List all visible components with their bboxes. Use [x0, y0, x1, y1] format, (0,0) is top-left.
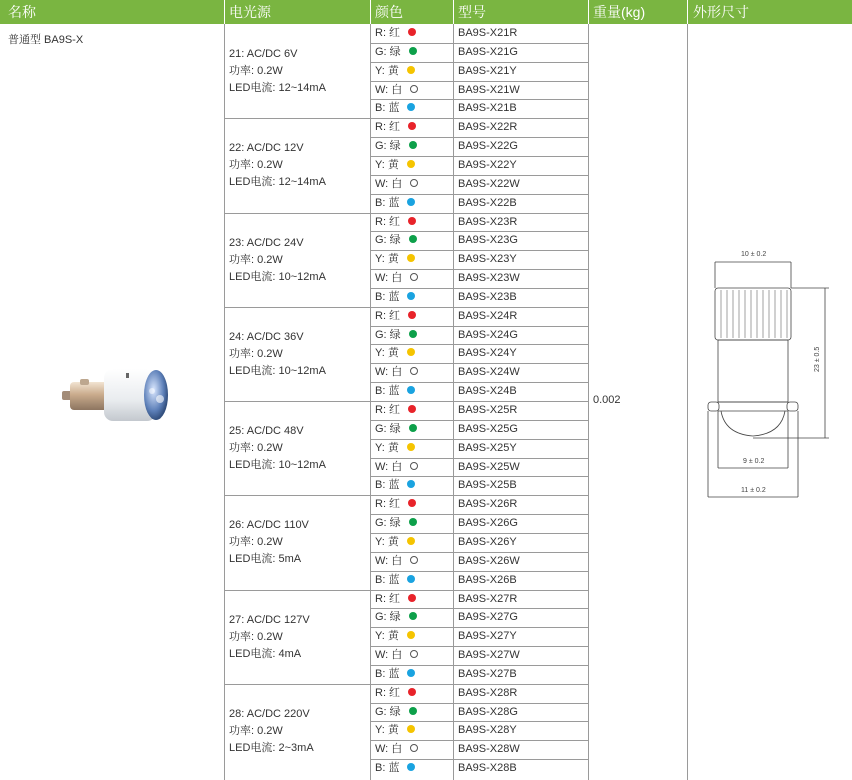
color-cell [375, 307, 416, 326]
column-divider [224, 24, 225, 780]
source-current: LED电流: 10~12mA [229, 270, 326, 283]
header-color: 颜色 [375, 4, 403, 20]
color-cell [375, 476, 415, 495]
source-power: 功率: 0.2W [229, 536, 283, 549]
color-dot-icon [410, 367, 418, 375]
model-cell: BA9S-X26B [458, 574, 517, 586]
color-cell [375, 326, 417, 345]
source-current: LED电流: 2~3mA [229, 741, 314, 754]
color-label: B: 蓝 [375, 197, 400, 209]
source-power: 功率: 0.2W [229, 630, 283, 643]
color-cell [375, 288, 415, 307]
source-current: LED电流: 12~14mA [229, 176, 326, 189]
header-divider [224, 0, 225, 24]
color-dot-icon [410, 462, 418, 470]
color-dot-icon [407, 443, 415, 451]
color-label: Y: 黄 [375, 536, 399, 548]
model-cell: BA9S-X23R [458, 216, 518, 228]
model-cell: BA9S-X25W [458, 461, 520, 473]
color-label: Y: 黄 [375, 253, 399, 265]
color-dot-icon [407, 631, 415, 639]
color-label: B: 蓝 [375, 291, 400, 303]
color-cell [375, 439, 415, 458]
color-label: G: 绿 [375, 423, 401, 435]
model-cell: BA9S-X23B [458, 291, 517, 303]
color-cell [375, 24, 416, 43]
color-label: W: 白 [375, 366, 403, 378]
color-dot-icon [409, 707, 417, 715]
color-label: W: 白 [375, 178, 403, 190]
model-cell: BA9S-X27R [458, 593, 518, 605]
color-dot-icon [407, 198, 415, 206]
model-cell: BA9S-X23G [458, 234, 518, 246]
source-voltage: 26: AC/DC 110V [229, 519, 309, 532]
color-dot-icon [409, 424, 417, 432]
color-label: G: 绿 [375, 46, 401, 58]
color-cell [375, 382, 415, 401]
color-dot-icon [407, 725, 415, 733]
source-voltage: 21: AC/DC 6V [229, 48, 298, 61]
color-label: B: 蓝 [375, 479, 400, 491]
dim-outer-width: 11 ± 0.2 [741, 487, 766, 494]
color-label: G: 绿 [375, 234, 401, 246]
color-cell [375, 231, 417, 250]
model-cell: BA9S-X28W [458, 743, 520, 755]
color-cell [375, 740, 418, 759]
model-cell: BA9S-X24G [458, 329, 518, 341]
model-cell: BA9S-X28G [458, 706, 518, 718]
color-cell [375, 590, 416, 609]
color-dot-icon [407, 292, 415, 300]
color-cell [375, 759, 415, 778]
color-dot-icon [408, 311, 416, 319]
source-group [229, 517, 309, 568]
model-cell: BA9S-X26Y [458, 536, 517, 548]
color-dot-icon [409, 612, 417, 620]
model-cell: BA9S-X21Y [458, 65, 517, 77]
color-label: B: 蓝 [375, 762, 400, 774]
source-group [229, 329, 326, 380]
source-voltage: 22: AC/DC 12V [229, 142, 304, 155]
model-cell: BA9S-X26G [458, 517, 518, 529]
color-cell [375, 458, 418, 477]
dim-height: 23 ± 0.5 [814, 346, 821, 372]
color-dot-icon [409, 141, 417, 149]
color-label: Y: 黄 [375, 724, 399, 736]
source-group [229, 706, 314, 757]
source-current: LED电流: 10~12mA [229, 459, 326, 472]
color-label: R: 红 [375, 216, 401, 228]
color-label: B: 蓝 [375, 668, 400, 680]
color-cell [375, 514, 417, 533]
model-cell: BA9S-X22Y [458, 159, 517, 171]
dim-inner-width: 9 ± 0.2 [743, 458, 765, 465]
model-cell: BA9S-X23W [458, 272, 520, 284]
color-dot-icon [410, 179, 418, 187]
color-cell [375, 363, 418, 382]
color-dot-icon [408, 688, 416, 696]
product-name: 普通型 BA9S-X [8, 34, 84, 46]
color-cell [375, 401, 416, 420]
model-cell: BA9S-X21W [458, 84, 520, 96]
led-bulb-photo-icon [60, 365, 180, 427]
header-model: 型号 [458, 4, 486, 20]
color-cell [375, 156, 415, 175]
source-group [229, 46, 326, 97]
model-cell: BA9S-X27Y [458, 630, 517, 642]
header-name: 名称 [8, 4, 36, 20]
source-current: LED电流: 4mA [229, 647, 302, 660]
source-power: 功率: 0.2W [229, 159, 283, 172]
model-cell: BA9S-X26W [458, 555, 520, 567]
color-label: Y: 黄 [375, 442, 399, 454]
source-current: LED电流: 12~14mA [229, 82, 326, 95]
model-cell: BA9S-X23Y [458, 253, 517, 265]
header-divider [453, 0, 454, 24]
color-dot-icon [407, 386, 415, 394]
color-cell [375, 194, 415, 213]
source-group [229, 140, 326, 191]
model-cell: BA9S-X22R [458, 121, 518, 133]
model-cell: BA9S-X28R [458, 687, 518, 699]
dimension-drawing-icon [705, 240, 835, 505]
model-cell: BA9S-X22W [458, 178, 520, 190]
color-cell [375, 175, 418, 194]
source-power: 功率: 0.2W [229, 253, 283, 266]
color-label: W: 白 [375, 555, 403, 567]
dim-top-width: 10 ± 0.2 [741, 251, 767, 258]
color-label: G: 绿 [375, 329, 401, 341]
color-label: R: 红 [375, 593, 401, 605]
color-label: R: 红 [375, 687, 401, 699]
color-dot-icon [407, 254, 415, 262]
source-voltage: 27: AC/DC 127V [229, 613, 310, 626]
color-label: R: 红 [375, 310, 401, 322]
color-cell [375, 665, 415, 684]
color-cell [375, 627, 415, 646]
color-dot-icon [408, 594, 416, 602]
color-cell [375, 646, 418, 665]
color-cell [375, 703, 417, 722]
model-cell: BA9S-X22B [458, 197, 517, 209]
color-dot-icon [407, 66, 415, 74]
model-cell: BA9S-X28Y [458, 724, 517, 736]
model-cell: BA9S-X24B [458, 385, 517, 397]
model-cell: BA9S-X27W [458, 649, 520, 661]
color-label: G: 绿 [375, 611, 401, 623]
source-power: 功率: 0.2W [229, 65, 283, 78]
model-cell: BA9S-X25R [458, 404, 518, 416]
model-cell: BA9S-X27G [458, 611, 518, 623]
table-header [0, 0, 852, 24]
color-cell [375, 62, 415, 81]
color-cell [375, 99, 415, 118]
model-cell: BA9S-X25B [458, 479, 517, 491]
color-label: Y: 黄 [375, 347, 399, 359]
color-cell [375, 420, 417, 439]
source-group [229, 423, 326, 474]
product-weight: 0.002 [593, 394, 621, 406]
color-dot-icon [407, 763, 415, 771]
color-dot-icon [407, 348, 415, 356]
source-voltage: 24: AC/DC 36V [229, 330, 304, 343]
model-cell: BA9S-X21B [458, 102, 517, 114]
color-dot-icon [410, 273, 418, 281]
header-dims: 外形尺寸 [693, 4, 749, 20]
color-dot-icon [409, 235, 417, 243]
model-cell: BA9S-X25Y [458, 442, 517, 454]
source-power: 功率: 0.2W [229, 347, 283, 360]
color-dot-icon [409, 518, 417, 526]
header-divider [370, 0, 371, 24]
color-cell [375, 344, 415, 363]
color-dot-icon [409, 47, 417, 55]
color-label: R: 红 [375, 121, 401, 133]
color-label: B: 蓝 [375, 385, 400, 397]
model-cell: BA9S-X25G [458, 423, 518, 435]
color-dot-icon [410, 85, 418, 93]
source-voltage: 23: AC/DC 24V [229, 236, 304, 249]
color-label: G: 绿 [375, 517, 401, 529]
model-cell: BA9S-X26R [458, 498, 518, 510]
header-source: 电光源 [229, 4, 271, 20]
color-dot-icon [408, 499, 416, 507]
color-cell [375, 137, 417, 156]
color-dot-icon [410, 556, 418, 564]
color-label: Y: 黄 [375, 630, 399, 642]
source-current: LED电流: 10~12mA [229, 364, 326, 377]
color-cell [375, 495, 416, 514]
header-divider [588, 0, 589, 24]
model-cell: BA9S-X22G [458, 140, 518, 152]
source-group [229, 235, 326, 286]
color-dot-icon [408, 405, 416, 413]
model-cell: BA9S-X27B [458, 668, 517, 680]
color-label: G: 绿 [375, 140, 401, 152]
color-dot-icon [410, 650, 418, 658]
color-label: B: 蓝 [375, 102, 400, 114]
color-label: R: 红 [375, 498, 401, 510]
color-dot-icon [407, 480, 415, 488]
color-label: W: 白 [375, 272, 403, 284]
color-label: W: 白 [375, 84, 403, 96]
color-dot-icon [408, 28, 416, 36]
color-cell [375, 533, 415, 552]
model-cell: BA9S-X21R [458, 27, 518, 39]
column-divider [687, 24, 688, 780]
model-cell: BA9S-X24W [458, 366, 520, 378]
source-power: 功率: 0.2W [229, 724, 283, 737]
color-cell [375, 721, 415, 740]
model-cell: BA9S-X24Y [458, 347, 517, 359]
color-label: Y: 黄 [375, 65, 399, 77]
header-divider [687, 0, 688, 24]
color-dot-icon [409, 330, 417, 338]
color-label: W: 白 [375, 743, 403, 755]
color-cell [375, 81, 418, 100]
color-label: Y: 黄 [375, 159, 399, 171]
model-cell: BA9S-X24R [458, 310, 518, 322]
color-cell [375, 250, 415, 269]
color-dot-icon [407, 537, 415, 545]
color-label: B: 蓝 [375, 574, 400, 586]
color-dot-icon [407, 669, 415, 677]
color-label: W: 白 [375, 649, 403, 661]
color-cell [375, 43, 417, 62]
color-cell [375, 269, 418, 288]
color-label: R: 红 [375, 27, 401, 39]
color-cell [375, 118, 416, 137]
color-cell [375, 571, 415, 590]
column-divider [588, 24, 589, 780]
color-cell [375, 608, 417, 627]
color-label: G: 绿 [375, 706, 401, 718]
source-voltage: 28: AC/DC 220V [229, 707, 310, 720]
color-dot-icon [410, 744, 418, 752]
color-label: R: 红 [375, 404, 401, 416]
color-dot-icon [407, 160, 415, 168]
model-cell: BA9S-X28B [458, 762, 517, 774]
header-weight: 重量(kg) [593, 4, 646, 20]
source-current: LED电流: 5mA [229, 553, 302, 566]
color-dot-icon [408, 217, 416, 225]
color-dot-icon [408, 122, 416, 130]
color-cell [375, 552, 418, 571]
color-cell [375, 213, 416, 232]
source-power: 功率: 0.2W [229, 442, 283, 455]
color-cell [375, 684, 416, 703]
source-group [229, 612, 310, 663]
model-cell: BA9S-X21G [458, 46, 518, 58]
color-dot-icon [407, 575, 415, 583]
color-label: W: 白 [375, 461, 403, 473]
color-dot-icon [407, 103, 415, 111]
source-voltage: 25: AC/DC 48V [229, 425, 304, 438]
